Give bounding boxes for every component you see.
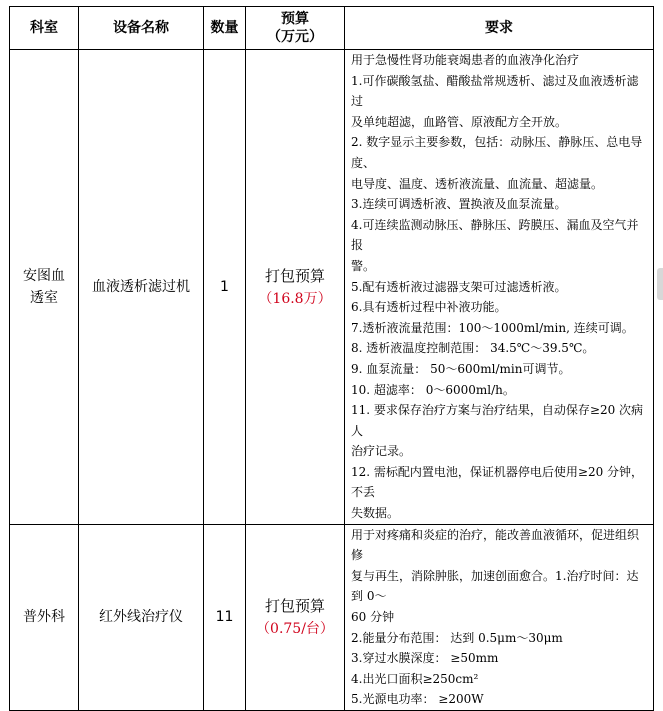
quantity-cell: 11 [204, 524, 246, 710]
requirement-line: 6.具有透析过程中补液功能。 [351, 300, 507, 315]
header-row [10, 7, 654, 50]
requirement-line: 警。 [351, 258, 376, 273]
requirements-cell [345, 50, 654, 525]
scroll-handle[interactable] [657, 268, 663, 300]
dept-text: 安图血透室 [23, 267, 65, 306]
requirement-line: 9. 血泵流量： 50～600ml/min可调节。 [351, 361, 571, 376]
requirement-line: 1.可作碳酸氢盐、醋酸盐常规透析、滤过及血液透析滤过 [351, 73, 639, 109]
table-row [10, 524, 654, 710]
requirement-line: 7.透析液流量范围：100～1000ml/min, 连续可调。 [351, 320, 634, 335]
requirement-line: 及单纯超滤，血路管、原液配方全开放。 [351, 114, 568, 129]
budget-label: 打包预算 [264, 266, 325, 285]
requirement-line: 60 分钟 [351, 610, 395, 625]
requirement-line: 2. 数字显示主要参数，包括：动脉压、静脉压、总电导度、 [351, 135, 643, 170]
requirement-line: 4.出光口面积≥250cm² [351, 671, 479, 686]
requirement-line: 5.配有透析液过滤器支架可过滤透析液。 [351, 279, 567, 294]
dept-cell: 普外科 [10, 524, 79, 710]
requirement-line: 10. 超滤率： 0～6000ml/h。 [351, 382, 515, 397]
budget-amount: （16.8万） [258, 290, 332, 307]
requirement-line: 失数据。 [351, 506, 400, 521]
header-budget: 预算 （万元） [246, 7, 345, 50]
requirement-line: 电导度、温度、透析液流量、血流量、超滤量。 [351, 176, 604, 191]
header-device-name: 设备名称 [79, 7, 204, 50]
requirement-line: 11. 要求保存治疗方案与治疗结果，自动保存≥20 次病人 [351, 403, 644, 438]
budget-amount: （0.75/台） [256, 621, 334, 638]
requirement-line: 用于急慢性肾功能衰竭患者的血液净化治疗 [351, 53, 580, 67]
quantity-cell: 1 [204, 50, 246, 525]
requirement-line: 2.能量分布范围： 达到 0.5μm～30μm [351, 630, 563, 645]
budget-label: 打包预算 [264, 597, 325, 616]
requirement-line: 用于对疼痛和炎症的治疗，能改善血液循环，促进组织修 [351, 527, 640, 563]
equipment-requirements-table [9, 6, 654, 711]
budget-cell [246, 50, 345, 525]
header-dept: 科室 [10, 7, 79, 50]
budget-cell [246, 524, 345, 710]
requirement-line: 3.连续可调透析液、置换液及血泵流量。 [351, 197, 567, 212]
requirements-cell [345, 524, 654, 710]
requirement-line: 4.可连续监测动脉压、静脉压、跨膜压、漏血及空气并报 [351, 217, 639, 253]
device-name-cell: 红外线治疗仪 [79, 524, 204, 710]
dept-cell [10, 50, 79, 525]
requirement-line: 治疗记录。 [351, 444, 412, 459]
device-name-cell: 血液透析滤过机 [79, 50, 204, 525]
table-row [10, 50, 654, 525]
requirement-line: 复与再生，消除肿胀，加速创面愈合。1.治疗时间：达到 0～ [351, 568, 639, 604]
requirement-line: 8. 透析液温度控制范围： 34.5℃～39.5℃。 [351, 341, 595, 356]
requirement-line: 3.穿过水膜深度： ≥50mm [351, 651, 499, 666]
requirement-line: 5.光源电功率： ≥200W [351, 692, 484, 707]
header-quantity: 数量 [204, 7, 246, 50]
header-requirements: 要求 [345, 7, 654, 50]
requirement-line: 12. 需标配内置电池，保证机器停电后使用≥20 分钟，不丢 [351, 464, 644, 500]
